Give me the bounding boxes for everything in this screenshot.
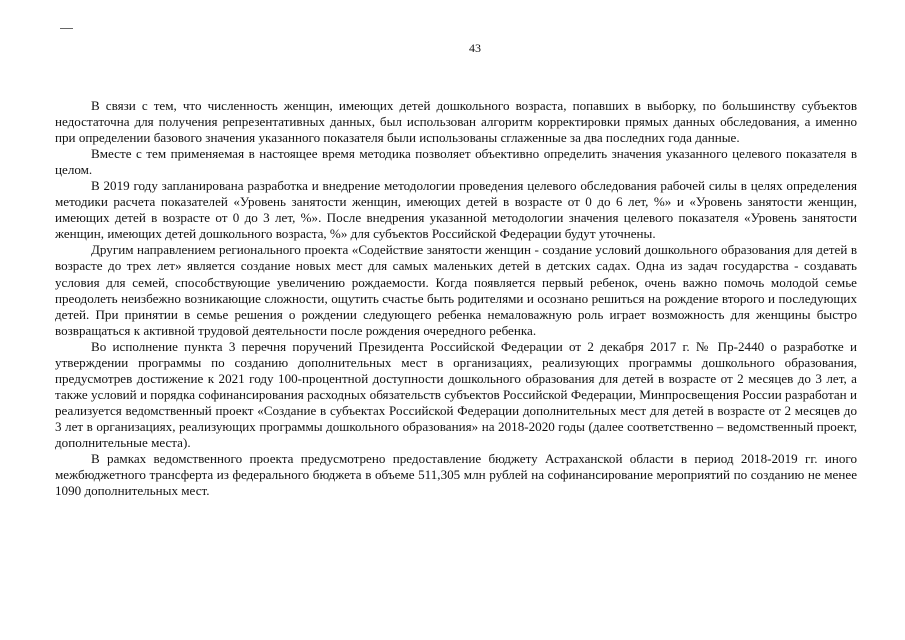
scan-mark bbox=[60, 28, 73, 29]
page-number: 43 bbox=[469, 41, 481, 55]
paragraph-presidential-order: Во исполнение пункта 3 перечня поручений Президента Российской Федерации от 2 декабря 2017 г. № Пр-2440 о разработке и утверждении программы по созданию дополнительных мест в организациях, реализующих программы дошкольного образования, предусмотрев достижение к 2021 году 100-процентной доступности дошкольного образования для детей в возрасте от 2 месяцев до 3 лет, а также условий и порядка софинансирования расходных обязательств субъектов Российской Федерации, Минпросвещения России разработан и реализуется ведомственный проект «Создание в субъектах Российской Федерации дополнительных мест для детей в возрасте от 2 месяцев до 3 лет в организациях, реализующих программы дошкольного образования» на 2018-2020 годы (далее соответственно – ведомственный проект, дополнительные места). bbox=[55, 338, 857, 450]
paragraph-sample-weighting: В связи с тем, что численность женщин, имеющих детей дошкольного возраста, попавших в выборку, по большинству субъектов недостаточна для получения репрезентативных данных, был использован алгоритм корректировки прямых данных обследования, а именно при определении базового значения указанного показателя были использованы сглаженные за два последних года данные. bbox=[55, 98, 857, 146]
paragraph-methodology-validity: Вместе с тем применяемая в настоящее время методика позволяет объективно определить значения указанного целевого показателя в целом. bbox=[55, 146, 857, 178]
paragraph-2019-survey-plan: В 2019 году запланирована разработка и внедрение методологии проведения целевого обследования рабочей силы в целях определения методики расчета показателей «Уровень занятости женщин, имеющих детей в возрасте от 0 до 6 лет, %» и «Уровень занятости женщин, имеющих детей в возрасте от 0 до 3 лет, %». После внедрения указанной методологии значения целевого показателя «Уровень занятости женщин, имеющих детей дошкольного возраста, %» для субъектов Российской Федерации будут уточнены. bbox=[55, 178, 857, 242]
document-body bbox=[55, 98, 857, 499]
paragraph-astrakhan-transfer: В рамках ведомственного проекта предусмотрено предоставление бюджету Астраханской области в период 2018-2019 гг. иного межбюджетного трансферта из федерального бюджета в объеме 511,305 млн рублей на софинансирование мероприятий по созданию не менее 1090 дополнительных мест. bbox=[55, 451, 857, 499]
paragraph-regional-project: Другим направлением регионального проекта «Содействие занятости женщин - создание условий дошкольного образования для детей в возрасте до трех лет» является создание новых мест для самых маленьких детей в детских садах. Одна из задач государства - создавать условия для семей, способствующие увеличению рождаемости. Когда появляется первый ребенок, очень важно помочь молодой семье преодолеть неизбежно возникающие сложности, ощутить счастье быть родителями и осознано решиться на рождение второго и последующих детей. При принятии в семье решения о рождении следующего ребенка немаловажную роль играет возможность для женщины быстро возвращаться к активной трудовой деятельности после рождения очередного ребенка. bbox=[55, 242, 857, 338]
